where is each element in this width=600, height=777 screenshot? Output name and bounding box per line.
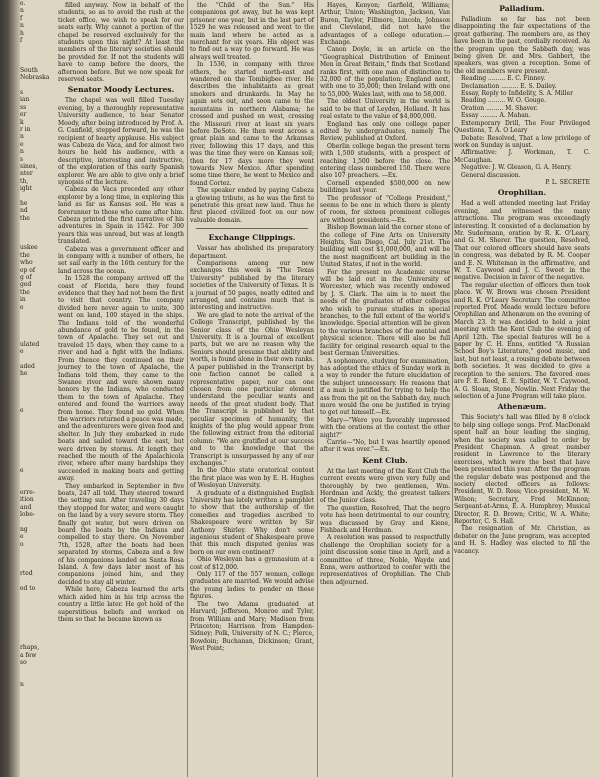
- gutter-fragment: f: [20, 14, 23, 22]
- gutter-fragment: [20, 378, 58, 385]
- article-paragraph: Vassar has abolished its preparatory department.: [190, 245, 316, 260]
- article-paragraph: This Society's hall was filled by 8 o'clock to help sing college songs. Prof. MacDonald spent half an hour leading the singing, when the society was called to order by President Chapman. A great number resident in Lawrence to the literary exercises, which were the best that have been presented this year. After the program the regular debate was postponed and the society elected officers as follows: President, W. D. Ross; Vice-president, M. W. Wilson; Secretary, Fred McKinnon; Sergeant-at-Arms, E. A. Humphrey; Musical Director, R. D. Brown; Critic, W. A. White; Reporter, C. S. Hall.: [454, 414, 592, 525]
- program-line: Oration ......... M. Shaver.: [461, 104, 538, 112]
- section-divider: [196, 228, 308, 229]
- gutter-fragment: [20, 593, 58, 600]
- program-line: Debate: Resolved, That a low privilege of work on Sunday is unjust.: [454, 134, 592, 149]
- article-paragraph: The two Adams graduated at Harvard; Jefferson, Monroe and Tyler, from William and Mary; Madison from Princeton; Harrison from Hampden-Sidney; Polk, University of N. C.; Pierce, Bowdoin; Buchanan, Dickinson; Grant, West Point;: [190, 600, 316, 653]
- headline-palladium: Palladium.: [499, 4, 545, 13]
- article-paragraph: While here, Cabeza learned the arts which aided him in his trip across the country a little later. He got hold of the superstitious beliefs and worked on them so that he became known as: [58, 586, 186, 623]
- gutter-fragment: lobe-: [20, 511, 35, 519]
- gutter-fragment: rted: [20, 570, 33, 578]
- gutter-fragment: e: [20, 303, 24, 311]
- article-paragraph: Mary—"Were you favorably impressed with the orations at the contest the other night?": [320, 416, 452, 439]
- program-line: Essay ......... A. Mahan.: [461, 112, 531, 120]
- gutter-fragment: ian: [20, 96, 30, 104]
- book-binding-shadow: [0, 0, 20, 777]
- gutter-fragment: [20, 415, 58, 422]
- article-paragraph: The regular election of officers then took place. W. W. Brown was chosen President and R. K. O'Leary Secretary. The committee reported Prof. Meade would lecture before Orophilian and Athenæum on the evening of March 23. It was decided to hold a joint meeting with the Kent Club the evening of April 12th. The special features will be a paper by C. H. Enns, entitled "A Russian School Boy's Literature," good music, and last, but not least, a rousing debate between both societies. It was decided to give a reception to the seniors. The favored ones are F. E. Reed, E. E. Spitler, W. T. Caywood, A. G. Sloan, Stone, Nowlin. Next Friday the selection of a June Program will take place.: [454, 281, 592, 400]
- gutter-fragment: [20, 222, 58, 229]
- gutter-fragment: ulated: [20, 340, 40, 348]
- program-line: Declamation ......... E. S. Dailey.: [461, 82, 557, 90]
- gutter-fragment: e: [20, 533, 24, 541]
- article-paragraph: England has only one college paper edited by undergraduates, namely The Review, published at Oxford.: [320, 120, 452, 143]
- article-paragraph: Carrie—"No, but I was heartily opened after it was over."—Ex.: [320, 438, 452, 454]
- gutter-fragment: [20, 230, 58, 237]
- gutter-fragment: s: [20, 88, 24, 96]
- gutter-fragment: [20, 393, 58, 400]
- article-paragraph: Cabeza de Vaca preceded any other explorer by a long time, in exploring this land as far as Kansas soil. He was a forerunner to those who came after him. Cabeza printed the first narrative of his adventures in Spain in 1542. For 300 years this was unread, but was at length translated.: [58, 186, 186, 246]
- gutter-fragment: [20, 237, 58, 244]
- gutter-fragment: e.: [20, 0, 26, 7]
- gutter-fragment: [20, 622, 58, 629]
- gutter-fragment: ition: [20, 496, 34, 504]
- gutter-fragment: [20, 333, 58, 340]
- gutter-fragment: [20, 630, 58, 637]
- article-paragraph: Had a well attended meeting last Friday evening, and witnessed the many attractions. The program was exceedingly interesting. It consisted of a declamation by Mr. Sudermann, oration by R. K. O'Leary, and G. M. Sherer. The question, Resolved, That our colored officers should have seats in congress, was debated by R. M. Cooper and E. N. Whiteman in the affirmative, and W. T. Caywood and J. C. Sweet in the negative. Decision in favor of the negative.: [454, 200, 592, 282]
- article-paragraph: Only 117 of the 557 women, college graduates are married. We would advise the young ladies to ponder on these figures.: [190, 571, 316, 601]
- program-line: Affirmative: J. Workman, T. C. McCaughan.: [454, 149, 592, 164]
- gutter-fragment: who: [20, 259, 33, 267]
- column-rule: [452, 0, 453, 777]
- article-paragraph: A resolution was passed to respectfully challenge the Orophilian society for a joint discussion some time in April, and a committee of three, Noble, Wayde and Enns, were authorized to confer with the representatives of Orophilian. The Club then adjourned.: [320, 534, 452, 586]
- article-paragraph: In the Ohio state oratorical contest the first place was won by E. H. Hughes of Wesleyan University.: [190, 467, 316, 490]
- gutter-fragment: e: [20, 140, 24, 148]
- gutter-fragment: [20, 59, 58, 66]
- article-paragraph: The chapel was well filled Tuesday evening, by a thoroughly representative University audience, to hear Senator Moody, after being introduced by Prof. A. G. Canfield, stepped forward, he was the recipient of hearty applause. His subject was Cabeza de Vaca, and for almost two hours he held his audience, with a descriptive, interesting and instructive, of the exploration of this early Spanish explorer. We are able to give only a brief synopsis of the lecture.: [58, 97, 186, 186]
- gutter-fragment: [20, 637, 58, 644]
- gutter-fragment: [20, 578, 58, 585]
- article-paragraph: Bishop Bowman laid the corner stone of the college of Fine Arts on University Heights, San Diego, Cal. July 21st. The building will cost $1,000,000, and will be the most magnificent art building in the United States, if not in the world.: [320, 224, 452, 269]
- headline-senator-moody: Senator Moody Lectures.: [67, 85, 175, 95]
- gutter-fragment: s: [20, 155, 24, 163]
- article-paragraph: They embarked in September in five boats, 247 all told. They steered toward the setting sun. After traveling 30 days they stopped for water, and were caught on the land by a very severe storm. They finally got water, but were driven on board the boats by the Indians and compelled to stay there. On November 7th, 1528, after the boats had been separated by storms, Cabeza and a few of his companions landed on Santa Rosa Island. A few days later most of his companions joined him, and they decided to stay all winter.: [58, 482, 186, 586]
- gutter-fragment: [20, 548, 58, 555]
- gutter-fragment: Nebraska: [20, 74, 50, 82]
- gutter-fragment: the: [20, 214, 30, 222]
- article-paragraph: For the present no Academic course will be laid out in the University of Worcester, which was recently endowed by J. S. Clark. The aim is to meet the needs of the graduates of other colleges who wish to pursue studies in special branches, to the full extent of the world's knowledge. Special attention will be given to the various branches of the mental and physical science. There will also be full facility for original research equal to the best German Universities.: [320, 268, 452, 358]
- gutter-fragment: o: [20, 540, 24, 548]
- gutter-fragment: [20, 444, 58, 451]
- gutter-fragment: in: [20, 296, 26, 304]
- gutter-fragment: [20, 555, 58, 562]
- article-paragraph: Canon Doyle, in an article on the "Geographical Distribution of Eminent Men in Great Britain," finds that Scotland ranks first, with one man of distinction to 32,000 of the population; England next, with one to 35,000; then Ireland with one to 55,000; Wales last, with one to 58,000.: [320, 46, 452, 98]
- article-paragraph: The question, Resolved, That the negro vote has been detrimental to our country, was discussed by Gray and Kiene, Fishback and Herdman.: [320, 504, 452, 535]
- gutter-fragment: [20, 474, 58, 481]
- program-line: Reading ......... E. C. Finney.: [461, 75, 546, 83]
- article-paragraph: A sophomore, studying for examination, has adopted the ethics of Sunday work in a way to render the future elucidation of the subject unnecessary. He reasons that if a man is justified for trying to help the ass from the pit on the Sabbath day, much more would the one be justified in trying to get out himself.—Ex.: [320, 357, 452, 417]
- program-line: Negative: J. W. Gleason, G. A. Henry.: [461, 164, 572, 172]
- gutter-fragment: ed to: [20, 585, 36, 593]
- column-2: [190, 2, 314, 653]
- article-paragraph: At the last meeting of the Kent Club the current events were given very fully and thoroughly by two gentlemen, Wm. Herdman and Ackly, the greatest talkers of the Junior class.: [320, 467, 452, 505]
- gutter-fragment: ight: [20, 185, 33, 193]
- gutter-fragment: n: [20, 22, 24, 30]
- gutter-fragment: [20, 52, 58, 59]
- previous-page-fragments: [20, 0, 58, 777]
- gutter-fragment: South: [20, 66, 38, 74]
- program-line: Reading ......... W. O. Gouge.: [461, 97, 546, 105]
- article-paragraph: We are glad to note the arrival of the College Transcript, published by the Senior class of the Ohio Wesleyan University. It is a Journal of excellent parts, but we are no reason why the Seniors should presume that ability and worth, is found alone in their own ranks. A paper published in the Transcript by one faction cannot be called a representative paper, nor can one chosen from one particular element understand the peculiar wants and needs of the great student body. That the Transcript is published by that peculiar specimen of humanity, the knights of the plug would appear from the following extract from the editorial column: "We are gratified at our success and to the knowledge that the Transcript is unsurpassed by any of our exchanges.": [190, 311, 316, 467]
- gutter-fragment: th,: [20, 177, 29, 185]
- gutter-fragment: [20, 481, 58, 488]
- gutter-fragment: the: [20, 251, 30, 259]
- column-3: [320, 2, 450, 586]
- article-paragraph: The speaker ended by paying Cabeza a glowing tribute, as he was the first to penetrate this great new land. Thus he first placed civilized foot on our now valuable domain.: [190, 187, 316, 224]
- gutter-fragment: a few: [20, 651, 37, 659]
- article-paragraph: The professor of "College President," seems to be one in which there is plenty of room, for sixteen prominent colleges are without presidents.—Ex.: [320, 194, 452, 224]
- gutter-fragment: e: [20, 348, 24, 356]
- gutter-fragment: h: [20, 29, 24, 37]
- gutter-fragment: [20, 518, 58, 525]
- gutter-fragment: [20, 193, 58, 200]
- gutter-fragment: n: [20, 148, 24, 156]
- gutter-fragment: ng: [20, 525, 28, 533]
- article-paragraph: Ohio Wesleyan has a gymnasium at a cost of $12,000.: [190, 556, 316, 571]
- gutter-fragment: n: [20, 681, 24, 689]
- gutter-fragment: g of: [20, 274, 32, 282]
- gutter-fragment: he: [20, 199, 28, 207]
- gutter-fragment: [20, 667, 58, 674]
- headline-kent-club: Kent Club.: [362, 455, 408, 465]
- headline-athenaeum: Athenæum.: [497, 402, 547, 412]
- gutter-fragment: the: [20, 288, 30, 296]
- gutter-fragment: e: [20, 466, 24, 474]
- article-paragraph: filled anyway. Now in behalf of the students, so as to avoid the rush at the ticket office, we wish to speak for our seats early. Why cannot a portion of the chapel be reserved exclusively for the students upon this night? At least the members of the literary societies should be provided for. If not the students will have to camp before the doors, the afternoon before. But we now speak for reserved seats.: [58, 2, 186, 84]
- gutter-fragment: nter: [20, 170, 33, 178]
- gutter-fragment: [20, 615, 58, 622]
- gutter-fragment: rhaps,: [20, 644, 40, 652]
- gutter-fragment: ep of: [20, 266, 36, 274]
- program-line: Extemporary Drill, The Four Privileged Questions, T. A. O Leary: [454, 119, 592, 135]
- article-paragraph: Hayes, Kenyon; Garfield, Williams; Arthur, Union; Washington, Jackson, Van Buren, Taylor, Fillmore, Lincoln, Johnson and Cleveland, did not have the advantages of a college education.—Exchange.: [320, 2, 452, 47]
- article-paragraph: A graduate of a distinguished English University has lately written a pamphlet to show that the authorship of the comedies and tragedies ascribed to Shakespeare were written by Sir Anthony Shirley. Why don't some ingenious student of Shakespeare prove that this much disputed genius was born on our own continent?: [190, 489, 316, 556]
- gutter-fragment: [20, 356, 58, 363]
- gutter-fragment: ss: [20, 103, 27, 111]
- gutter-fragment: [20, 44, 58, 51]
- gutter-fragment: f: [20, 37, 23, 45]
- column-1: [58, 2, 184, 623]
- article-paragraph: The oldest University in the world is said to be that of Leyden, Holland. It has real estate to the value of $4,000,000.: [320, 98, 452, 121]
- column-rule: [317, 0, 318, 777]
- gutter-fragment: aded: [20, 362, 35, 370]
- gutter-fragment: so: [20, 659, 27, 667]
- gutter-fragment: ged: [20, 281, 32, 289]
- gutter-fragment: [20, 600, 58, 607]
- gutter-fragment: k: [20, 118, 24, 126]
- gutter-fragment: nd: [20, 207, 28, 215]
- gutter-fragment: [20, 400, 58, 407]
- article-paragraph: The resignation of Mr. Christian, as debater on the June program, was accepted and H. S. Hadley was elected to fill the vacancy.: [454, 525, 592, 555]
- gutter-fragment: [20, 385, 58, 392]
- gutter-fragment: [20, 430, 58, 437]
- article-paragraph: In 1536, in company with three others, he started north-east and wandered on the Tombigbee river. He describes the inhabitants as great smokers and drunkards. In May he again sets out, and soon came to the mountains in northern Alabama; he crossed and pushed on west, crossing the Missouri river at least six years before DeSoto. He then went across a great plain and came to the Arkansas river, following this 17 days, and this was the time they were on Kansas soil; then for 17 days more they went towards New Mexico. After spending some time there, he went to Mexico and found Cortez.: [190, 61, 316, 187]
- article-paragraph: Palladium so far has not been disappointing the fair expectations of the great gathering. The members are, as they have been in the past, cordially received. As the program upon the Sabbath day, was being given Dr. and Mrs. Gabbert, the speakers, was given a reception. Some of the old members were present.: [454, 16, 592, 75]
- gutter-fragment: n: [20, 133, 24, 141]
- gutter-fragment: [20, 459, 58, 466]
- gutter-fragment: [20, 326, 58, 333]
- gutter-fragment: n: [20, 7, 24, 15]
- column-rule: [187, 0, 188, 777]
- program-line: Essay, Reply to Infidelity, S. A. Miller: [461, 90, 574, 98]
- article-paragraph: Oberlin college began the present term with 1,500 students, with a prospect of reaching 1,500 before the close. The entering class numbered 150. There were also 107 preachers. —Ex.: [320, 142, 452, 180]
- gutter-fragment: and: [20, 503, 32, 511]
- headline-orophilian: Orophilian.: [497, 188, 547, 198]
- gutter-fragment: he: [20, 370, 28, 378]
- gutter-fragment: [20, 607, 58, 614]
- gutter-fragment: e: [20, 407, 24, 415]
- gutter-fragment: erre-: [20, 488, 35, 496]
- gutter-fragment: er: [20, 111, 27, 119]
- gutter-fragment: [20, 81, 58, 88]
- gutter-fragment: [20, 311, 58, 318]
- column-4: [454, 2, 590, 555]
- gutter-fragment: r in: [20, 125, 31, 133]
- article-paragraph: Cabeza was a government officer and in company with a number of others, he set sail early in the 16th century for the land across the ocean.: [58, 245, 186, 275]
- signature: P. L. SECRETE: [545, 178, 590, 186]
- article-paragraph: Cornell expended $500,000 on new buildings last year.: [320, 179, 452, 195]
- headline-exchange-clippings: Exchange Clippings.: [208, 233, 296, 243]
- gutter-fragment: [20, 563, 58, 570]
- gutter-fragment: [20, 452, 58, 459]
- gutter-fragment: [20, 437, 58, 444]
- gutter-fragment: sines,: [20, 162, 38, 170]
- program-line: General discussion.: [461, 171, 521, 179]
- gutter-fragment: [20, 422, 58, 429]
- gutter-fragment: uskee: [20, 244, 38, 252]
- article-paragraph: the "Child of the Sun." His companions got away, but he was kept prisoner one year, but in the last part of 1529 he was released and went to the main land where he acted as a merchant for six years. His object was to find out a way to go forward. He was always well treated.: [190, 2, 316, 61]
- article-paragraph: In 1528 the company arrived off the coast of Florida, here they found evidence that they had not been the first to visit that country. The company divided here never again to unite, 300 went on land, 100 stayed in the ships. The Indians told of the wonderful abundance of gold to be found, in the town of Apalache. They set out and traveled 15 days, when they came to a river and had a fight with the Indians. From thence they continued on their journey to the town of Apalache, the Indians told them, they came to the Swanee river and were shown many honors by the Indians, who conducted them to the town of Apalache. They entered and found the warriors away from home. They found no gold. When the warriors returned a peace was made, and the adventurers were given food and shelter. In July they embarked in rude boats and sailed toward the east, but were driven by storms. At length they reached the mouth of the Apalachicola river, where after many hardships they succeeded in making boats and getting away.: [58, 275, 186, 483]
- article-paragraph: Comparisons among our new exchanges this week is "The Texas University" published by the literary societies of the University of Texas. It is a journal of 50 pages, neatly edited and arranged, and contains much that is interesting and instructive.: [190, 260, 316, 312]
- gutter-fragment: [20, 318, 58, 325]
- gutter-fragment: [20, 674, 58, 681]
